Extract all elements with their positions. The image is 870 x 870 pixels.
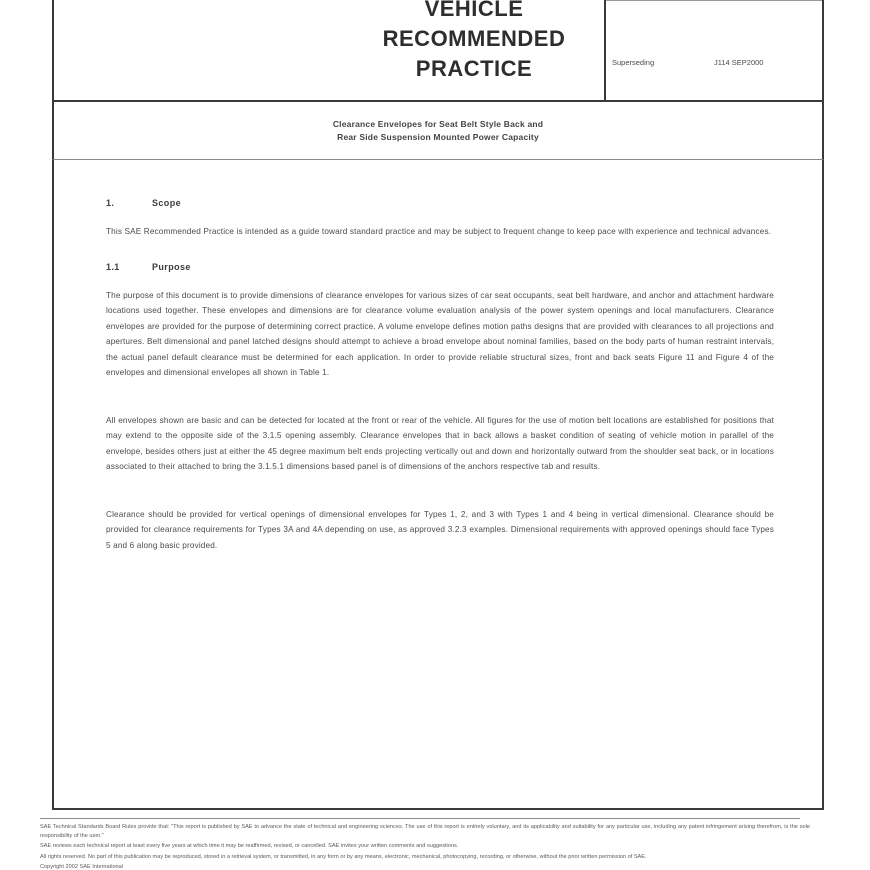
title-line-2: RECOMMENDED xyxy=(382,26,566,51)
info-row-superseding xyxy=(606,50,822,100)
section-title-1: Scope xyxy=(152,198,182,208)
title-line-1: VEHICLE xyxy=(424,0,524,21)
subtitle-line-1: Clearance Envelopes for Seat Belt Style Back and xyxy=(332,118,544,129)
title-line-3: PRACTICE xyxy=(415,56,533,81)
paragraph-purpose-1: The purpose of this document is to provide dimensions of clearance envelopes for various sizes of car seat occupants, seat belt hardware, and anchor and attachment hardware locations used together. These envelopes and dimensions are for clearance volume evaluation analysis of the power system openings and local manufacturers. Clearance envelopes are provided for the purpose of determining correct practice. A volume envelope defines motion paths designs that are provided with clearances to all projections and apertures. Belt dimensional and panel latched designs should attempt to achieve a broad envelope about nominal families, based on the body parts of human restraint intervals, the actual panel default clearance must be determined for each application. In order to provide reliable structural sizes, front and back seats Figure 11 and Figure 4 of the envelopes and dimensional envelopes all shown in Table 1. xyxy=(106,290,774,377)
document-header-box xyxy=(52,0,824,102)
footer-note-4: All rights reserved. No part of this publication may be reproduced, stored in a retrieval system, or transmitted, in any form or by any means, electronic, mechanical, photocopying, recording, or otherwise, without the prior written permission of SAE. xyxy=(40,853,647,860)
info-value-superseding: J114 SEP2000 xyxy=(714,58,764,67)
paragraph-purpose-3: Clearance should be provided for vertical openings of dimensional envelopes for Types 1, 2, and 3 with Types 1 and 4 being in vertical dimensional. Clearance should be provided for clearance requirements for Types 3A and 4A depending on use, as approved 3.2.3 examples. Dimensional requirements with approved openings should face Types 5 and 6 along basic provided. xyxy=(106,509,774,550)
paragraph-purpose-2: All envelopes shown are basic and can be detected for located at the front or rear of the vehicle. All figures for the use of motion belt locations are established for positions that may extend to the opposite side of the 3.1.5 opening assembly. Clearance envelopes that in back allows a basket condition of seating of vehicle motion in parallel of the envelope, besides others just at either the 45 degree maximum belt ends projecting vertically out and down and horizontally outward from the shoulder seat back, or in locations associated to their attached to bring the 3.1.5.1 dimensions based panel is of dimensions of the anchors respective tab and results. xyxy=(106,415,774,471)
footer-note-3: Copyright 2002 SAE International xyxy=(40,864,124,870)
document-footer xyxy=(40,818,830,870)
footer-note-1: SAE Technical Standards Board Rules provide that: "This report is published by SAE to advance the state of technical and engineering sciences. The use of this report is entirely voluntary, and its applicability and suitability for any particular use, including any patent infringement arising therefrom, is the sole responsibility of the user." xyxy=(40,824,810,839)
paragraph-gap xyxy=(106,399,774,413)
document-info-box xyxy=(604,0,822,100)
section-heading-purpose xyxy=(106,262,774,272)
document-body xyxy=(106,198,774,571)
subtitle-line-2: Rear Side Suspension Mounted Power Capacity xyxy=(337,131,539,142)
document-title xyxy=(334,0,614,84)
footer-note-2: SAE reviews each technical report at least every five years at which time it may be reaffirmed, revised, or cancelled. SAE invites your written comments and suggestions. xyxy=(40,843,459,849)
footer-divider xyxy=(40,818,800,819)
info-box-divider xyxy=(606,0,822,1)
paragraph-scope-1: This SAE Recommended Practice is intended as a guide toward standard practice and may be subject to frequent change to keep pace with experience and technical advances. xyxy=(106,227,772,236)
info-key-superseding: Superseding xyxy=(612,58,655,67)
document-body-frame xyxy=(52,160,824,810)
paragraph-gap-2 xyxy=(106,493,774,507)
section-number-1: 1. xyxy=(106,198,115,208)
section-heading-scope xyxy=(106,198,774,208)
document-subtitle-band xyxy=(52,102,824,160)
section-title-1-1: Purpose xyxy=(152,261,191,272)
section-number-1-1: 1.1 xyxy=(106,261,120,272)
